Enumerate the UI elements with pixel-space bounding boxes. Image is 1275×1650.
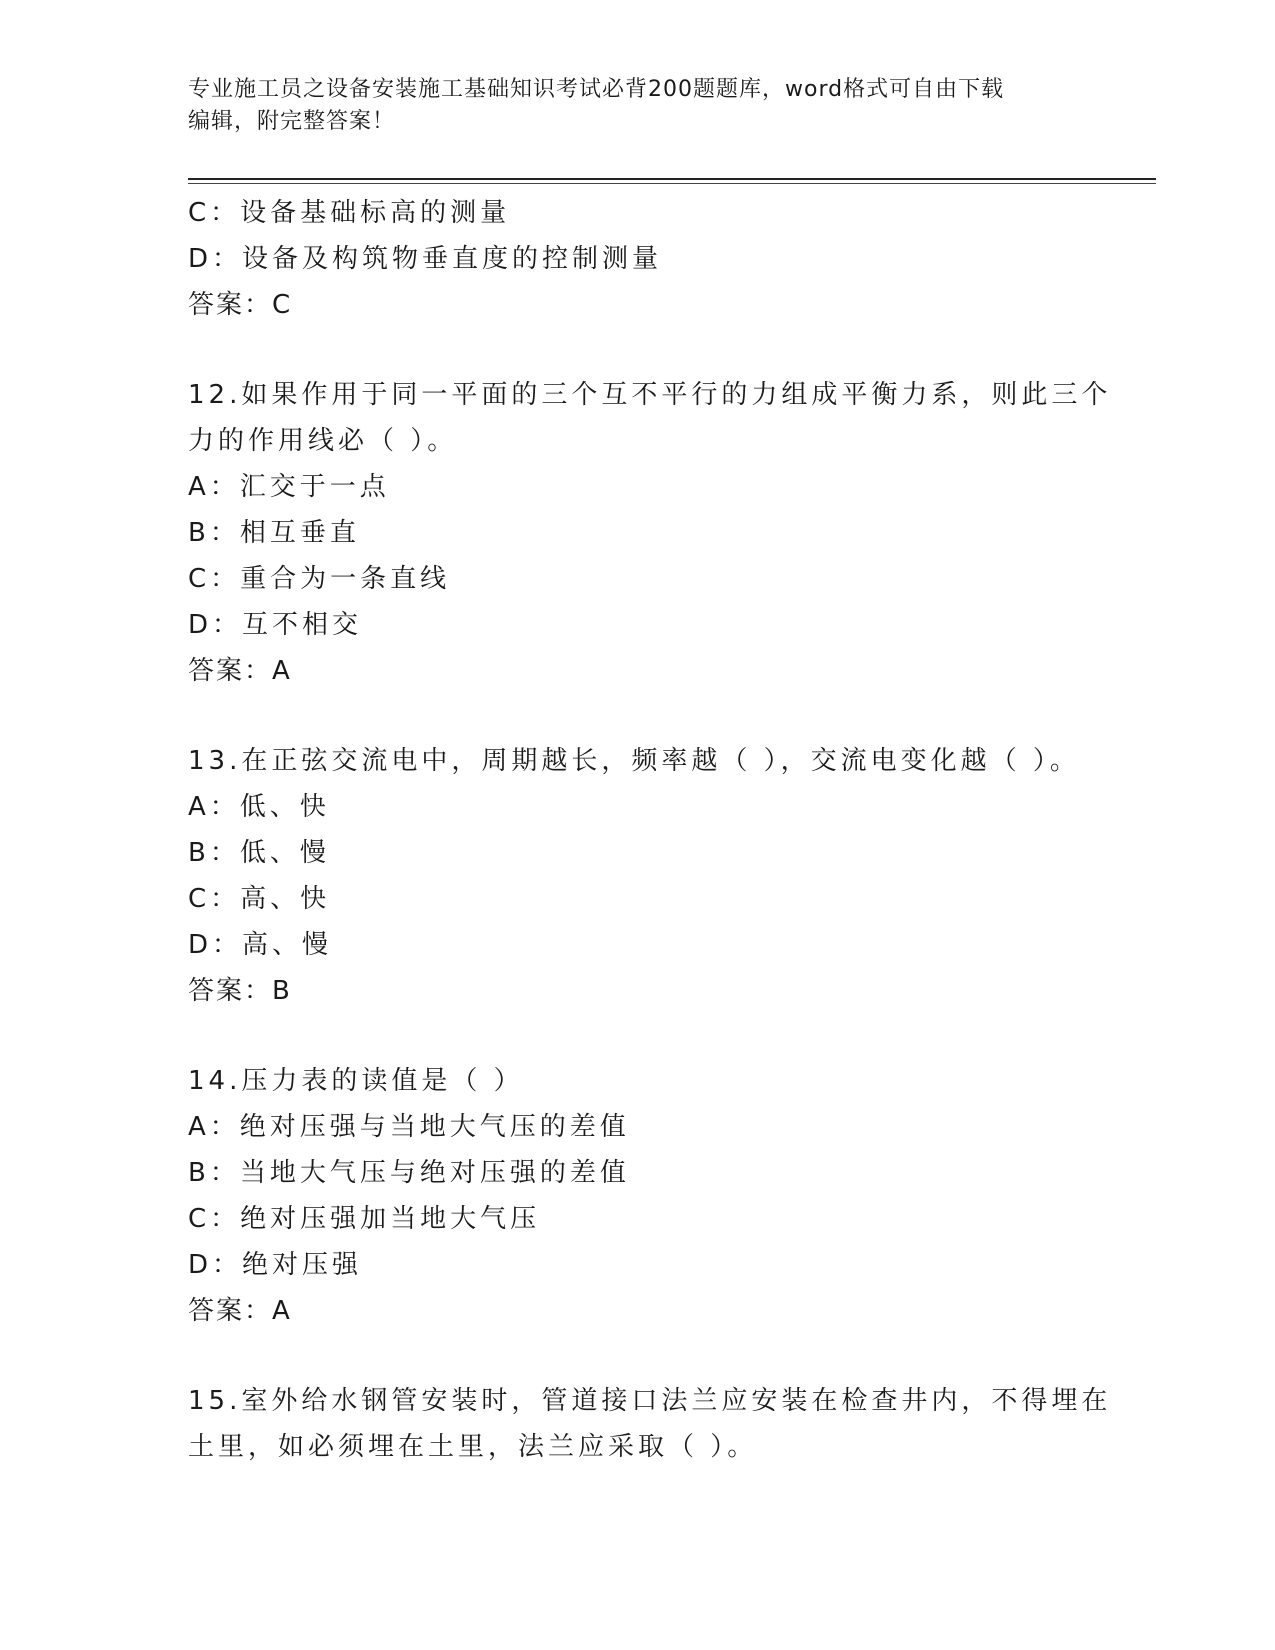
header-rule-thin bbox=[188, 183, 1156, 184]
spacer bbox=[188, 328, 1088, 372]
option-d: D：设备及构筑物垂直度的控制测量 bbox=[188, 244, 663, 274]
question-stem-line-1: 12.如果作用于同一平面的三个互不平行的力组成平衡力系，则此三个 bbox=[188, 380, 1112, 410]
option-b: B：低、慢 bbox=[188, 838, 330, 868]
header-title-line-2: 编辑，附完整答案！ bbox=[188, 109, 396, 134]
answer: 答案：C bbox=[188, 290, 293, 320]
option-c: C：绝对压强加当地大气压 bbox=[188, 1204, 541, 1234]
question-stem-line-1: 14.压力表的读值是（ ） bbox=[188, 1066, 524, 1096]
question-11 bbox=[188, 190, 1088, 328]
option-a: A：汇交于一点 bbox=[188, 472, 390, 502]
question-13 bbox=[188, 738, 1088, 1014]
option-a: A：绝对压强与当地大气压的差值 bbox=[188, 1112, 630, 1142]
spacer bbox=[188, 1014, 1088, 1058]
question-14 bbox=[188, 1058, 1088, 1334]
header-rule-thick bbox=[188, 178, 1156, 180]
page-header bbox=[188, 74, 1088, 138]
answer: 答案：A bbox=[188, 1296, 292, 1326]
question-stem-line-1: 15.室外给水钢管安装时，管道接口法兰应安装在检查井内，不得埋在 bbox=[188, 1386, 1112, 1416]
question-stem-line-2: 力的作用线必（ ）。 bbox=[188, 426, 458, 456]
option-d: D：互不相交 bbox=[188, 610, 363, 640]
option-d: D：绝对压强 bbox=[188, 1250, 363, 1280]
option-c: C：重合为一条直线 bbox=[188, 564, 451, 594]
option-c: C：高、快 bbox=[188, 884, 331, 914]
header-title-line-1: 专业施工员之设备安装施工基础知识考试必背200题题库，word格式可自由下载 bbox=[188, 77, 1005, 102]
spacer bbox=[188, 1334, 1088, 1378]
option-d: D：高、慢 bbox=[188, 930, 333, 960]
spacer bbox=[188, 694, 1088, 738]
answer: 答案：B bbox=[188, 976, 292, 1006]
option-a: A：低、快 bbox=[188, 792, 330, 822]
question-stem-line-2: 土里，如必须埋在土里，法兰应采取（ ）。 bbox=[188, 1432, 758, 1462]
option-b: B：相互垂直 bbox=[188, 518, 360, 548]
answer: 答案：A bbox=[188, 656, 292, 686]
option-c: C：设备基础标高的测量 bbox=[188, 198, 511, 228]
question-15 bbox=[188, 1378, 1112, 1470]
option-b: B：当地大气压与绝对压强的差值 bbox=[188, 1158, 630, 1188]
question-list bbox=[188, 190, 1112, 1470]
question-stem-line-1: 13.在正弦交流电中，周期越长，频率越（ ），交流电变化越（ ）。 bbox=[188, 746, 1080, 776]
question-12 bbox=[188, 372, 1112, 694]
